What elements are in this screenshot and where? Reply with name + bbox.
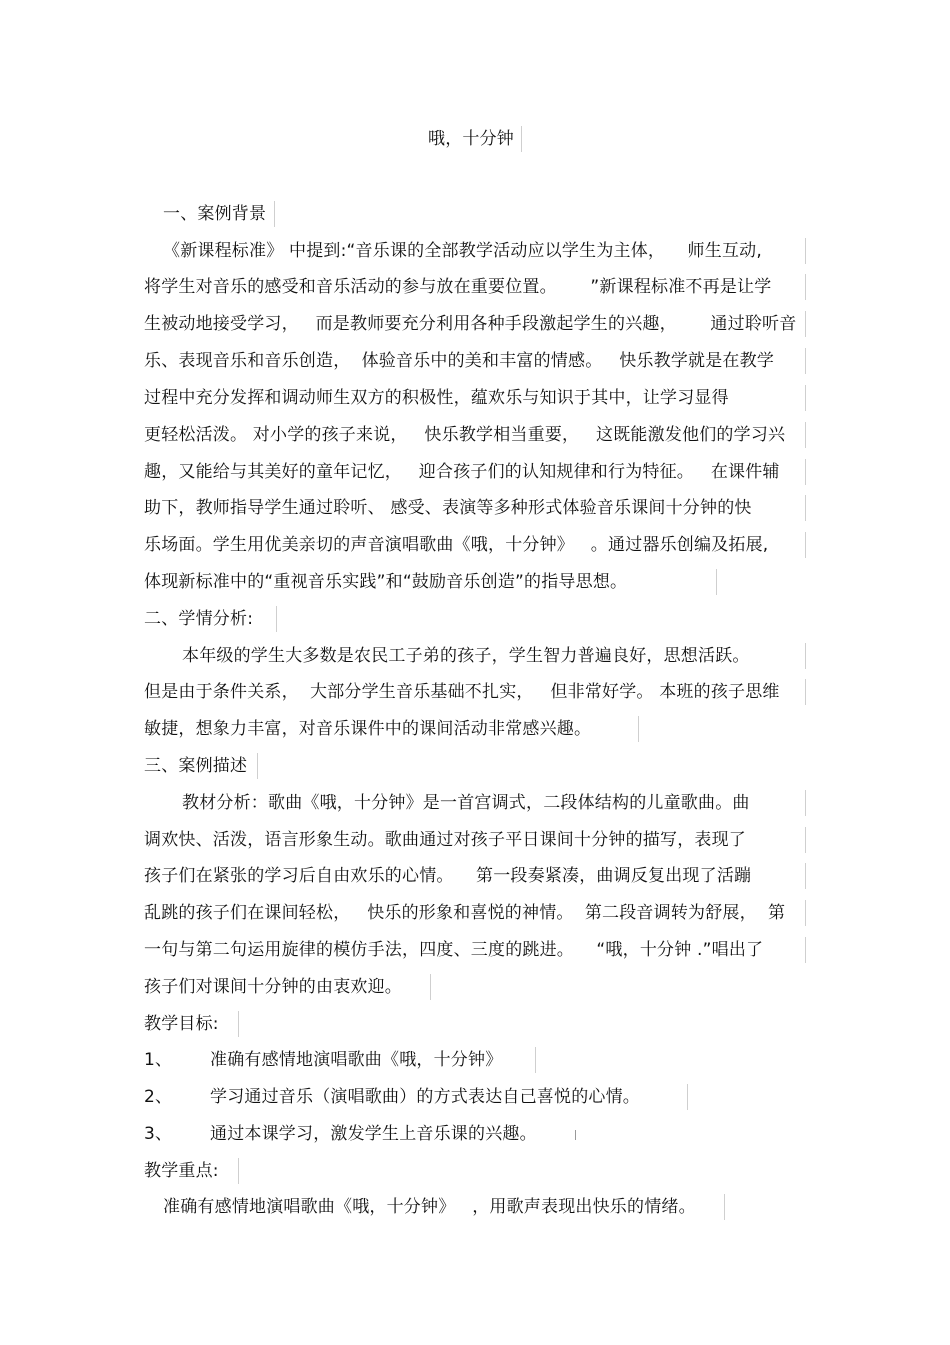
edge-mark <box>638 716 639 742</box>
paragraph-line: 调欢快、活泼，语言形象生动。歌曲通过对孩子平日课间十分钟的描写，表现了 <box>144 830 746 850</box>
edge-mark <box>805 459 806 485</box>
edge-mark <box>805 274 806 300</box>
edge-mark <box>805 385 806 411</box>
edge-mark <box>805 679 806 705</box>
edge-mark <box>238 1011 239 1037</box>
edge-mark <box>805 238 806 264</box>
goal-text: 通过本课学习，激发学生上音乐课的兴趣。 <box>210 1124 537 1144</box>
focus-text: 准确有感情地演唱歌曲《哦，十分钟》 ，用歌声表现出快乐的情绪。 <box>163 1197 696 1217</box>
edge-mark <box>805 937 806 963</box>
goal-number: 1、 <box>144 1050 173 1070</box>
paragraph-line: 更轻松活泼。 对小学的孩子来说， 快乐教学相当重要， 这既能激发他们的学习兴 <box>144 425 786 445</box>
paragraph-line: 乱跳的孩子们在课间轻松， 快乐的形象和喜悦的神情。 第二段音调转为舒展， 第 <box>144 903 786 923</box>
edge-mark <box>575 1130 576 1140</box>
edge-mark <box>716 569 717 595</box>
paragraph-line: 但是由于条件关系， 大部分学生音乐基础不扎实， 但非常好学。 本班的孩子思维 <box>144 682 780 702</box>
edge-mark <box>805 790 806 816</box>
edge-mark <box>687 1084 688 1110</box>
edge-mark <box>430 974 431 1000</box>
edge-mark <box>521 126 522 152</box>
paragraph-line: 生被动地接受学习， 而是教师要充分利用各种手段激起学生的兴趣， 通过聆听音 <box>144 314 797 334</box>
goal-text: 准确有感情地演唱歌曲《哦，十分钟》 <box>210 1050 503 1070</box>
edge-mark <box>805 900 806 926</box>
edge-mark <box>724 1194 725 1220</box>
section-heading-background: 一、案例背景 <box>163 204 267 224</box>
paragraph-line: 乐场面。学生用优美亲切的声音演唱歌曲《哦，十分钟》 。通过器乐创编及拓展, <box>144 535 769 555</box>
edge-mark <box>805 827 806 853</box>
paragraph-line: 孩子们在紧张的学习后自由欢乐的心情。 第一段奏紧凑，曲调反复出现了活蹦 <box>144 866 752 886</box>
edge-mark <box>805 495 806 521</box>
edge-mark <box>805 643 806 669</box>
paragraph-line: 乐、表现音乐和音乐创造， 体验音乐中的美和丰富的情感。 快乐教学就是在教学 <box>144 351 775 371</box>
paragraph-line: 《新课程标准》 中提到:“音乐课的全部教学活动应以学生为主体， 师生互动, <box>163 241 762 261</box>
edge-mark <box>535 1047 536 1073</box>
paragraph-line: 助下，教师指导学生通过聆听、 感受、表演等多种形式体验音乐课间十分钟的快 <box>144 498 752 518</box>
edge-mark <box>805 863 806 889</box>
document-title: 哦，十分钟 <box>428 129 514 149</box>
edge-mark <box>257 753 258 779</box>
goal-number: 2、 <box>144 1087 173 1107</box>
paragraph-line: 趣，又能给与其美好的童年记忆， 迎合孩子们的认知规律和行为特征。 在课件辅 <box>144 462 780 482</box>
section-heading-description: 三、案例描述 <box>144 756 248 776</box>
paragraph-line: 本年级的学生大多数是农民工子弟的孩子，学生智力普遍良好，思想活跃。 <box>182 646 750 666</box>
edge-mark <box>805 348 806 374</box>
edge-mark <box>805 532 806 558</box>
edge-mark <box>805 311 806 337</box>
paragraph-line: 将学生对音乐的感受和音乐活动的参与放在重要位置。 ”新课程标准不再是让学 <box>144 277 772 297</box>
paragraph-line: 教材分析：歌曲《哦，十分钟》是一首宫调式，二段体结构的儿童歌曲。曲 <box>182 793 750 813</box>
paragraph-line: 一句与第二句运用旋律的模仿手法，四度、三度的跳进。 “哦，十分钟 .”唱出了 <box>144 940 764 960</box>
paragraph-line: 敏捷，想象力丰富，对音乐课件中的课间活动非常感兴趣。 <box>144 719 592 739</box>
goal-number: 3、 <box>144 1124 173 1144</box>
heading-teaching-focus: 教学重点: <box>144 1161 219 1181</box>
edge-mark <box>805 422 806 448</box>
paragraph-line: 体现新标准中的“重视音乐实践”和“鼓励音乐创造”的指导思想。 <box>144 572 628 592</box>
section-heading-analysis: 二、学情分析: <box>144 609 254 629</box>
goal-text: 学习通过音乐（演唱歌曲）的方式表达自己喜悦的心情。 <box>210 1087 640 1107</box>
paragraph-line: 孩子们对课间十分钟的由衷欢迎。 <box>144 977 402 997</box>
edge-mark <box>274 201 275 227</box>
heading-teaching-goals: 教学目标: <box>144 1014 219 1034</box>
paragraph-line: 过程中充分发挥和调动师生双方的积极性，蕴欢乐与知识于其中，让学习显得 <box>144 388 729 408</box>
edge-mark <box>238 1158 239 1184</box>
edge-mark <box>276 606 277 632</box>
